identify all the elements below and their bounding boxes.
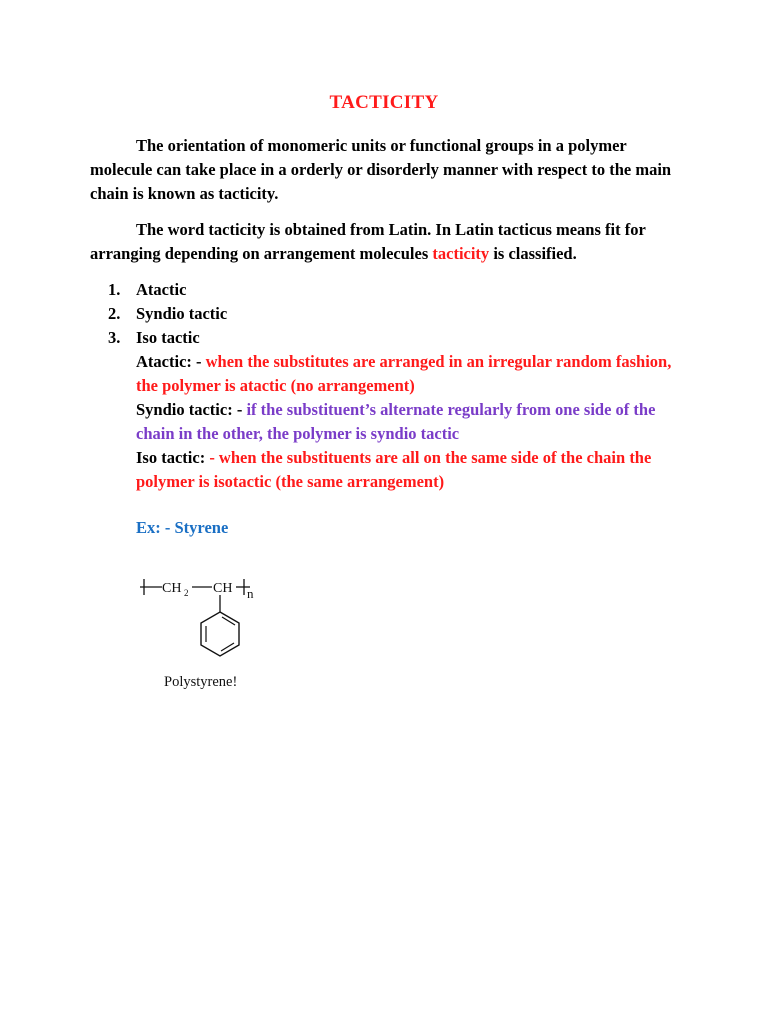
definition-text: - when the substituents are all on the same side of the chain the polymer is isotactic (the same arrangement)	[136, 448, 652, 491]
latin-paragraph-end: is classified.	[489, 244, 577, 263]
page-title: TACTICITY	[329, 92, 439, 113]
ch2-label: CH	[162, 581, 182, 596]
definition-atactic	[136, 350, 681, 398]
repeat-n-label: n	[247, 586, 254, 601]
list-label: Atactic	[136, 280, 187, 299]
ch2-subscript: 2	[184, 588, 189, 598]
polystyrene-structure	[140, 572, 280, 676]
benzene-ring	[201, 612, 239, 656]
latin-paragraph	[90, 218, 680, 266]
definition-syndiotactic	[136, 398, 681, 446]
intro-paragraph: The orientation of monomeric units or functional groups in a polymer molecule can take place in a orderly or disorderly manner with respect to the main chain is known as tacticity.	[90, 136, 672, 203]
list-item	[108, 278, 227, 302]
structure-caption: Polystyrene!	[164, 674, 238, 690]
list-label: Syndio tactic	[136, 304, 228, 323]
latin-paragraph-text: The word tacticity is obtained from Latin. In Latin tacticus means fit for arranging depending on arrangement molecules	[90, 220, 646, 263]
list-label: Iso tactic	[136, 328, 200, 347]
definition-term: Syndio tactic: -	[136, 400, 247, 419]
definition-isotactic	[136, 446, 681, 494]
tacticity-types-list	[108, 278, 227, 350]
ch-label: CH	[213, 581, 233, 596]
list-number: 2.	[108, 304, 121, 323]
example-heading: Ex: - Styrene	[136, 518, 229, 537]
list-number: 1.	[108, 280, 121, 299]
definition-term: Atactic: -	[136, 352, 206, 371]
definitions	[136, 350, 681, 494]
tacticity-highlight: tacticity	[432, 244, 490, 263]
list-item	[108, 302, 227, 326]
definition-term: Iso tactic:	[136, 448, 210, 467]
definition-text: when the substitutes are arranged in an irregular random fashion, the polymer is atactic (no arrangement)	[136, 352, 672, 395]
list-item	[108, 326, 227, 350]
definition-text: if the substituent’s alternate regularly from one side of the chain in the other, the polymer is syndio tactic	[136, 400, 656, 443]
list-number: 3.	[108, 328, 121, 347]
